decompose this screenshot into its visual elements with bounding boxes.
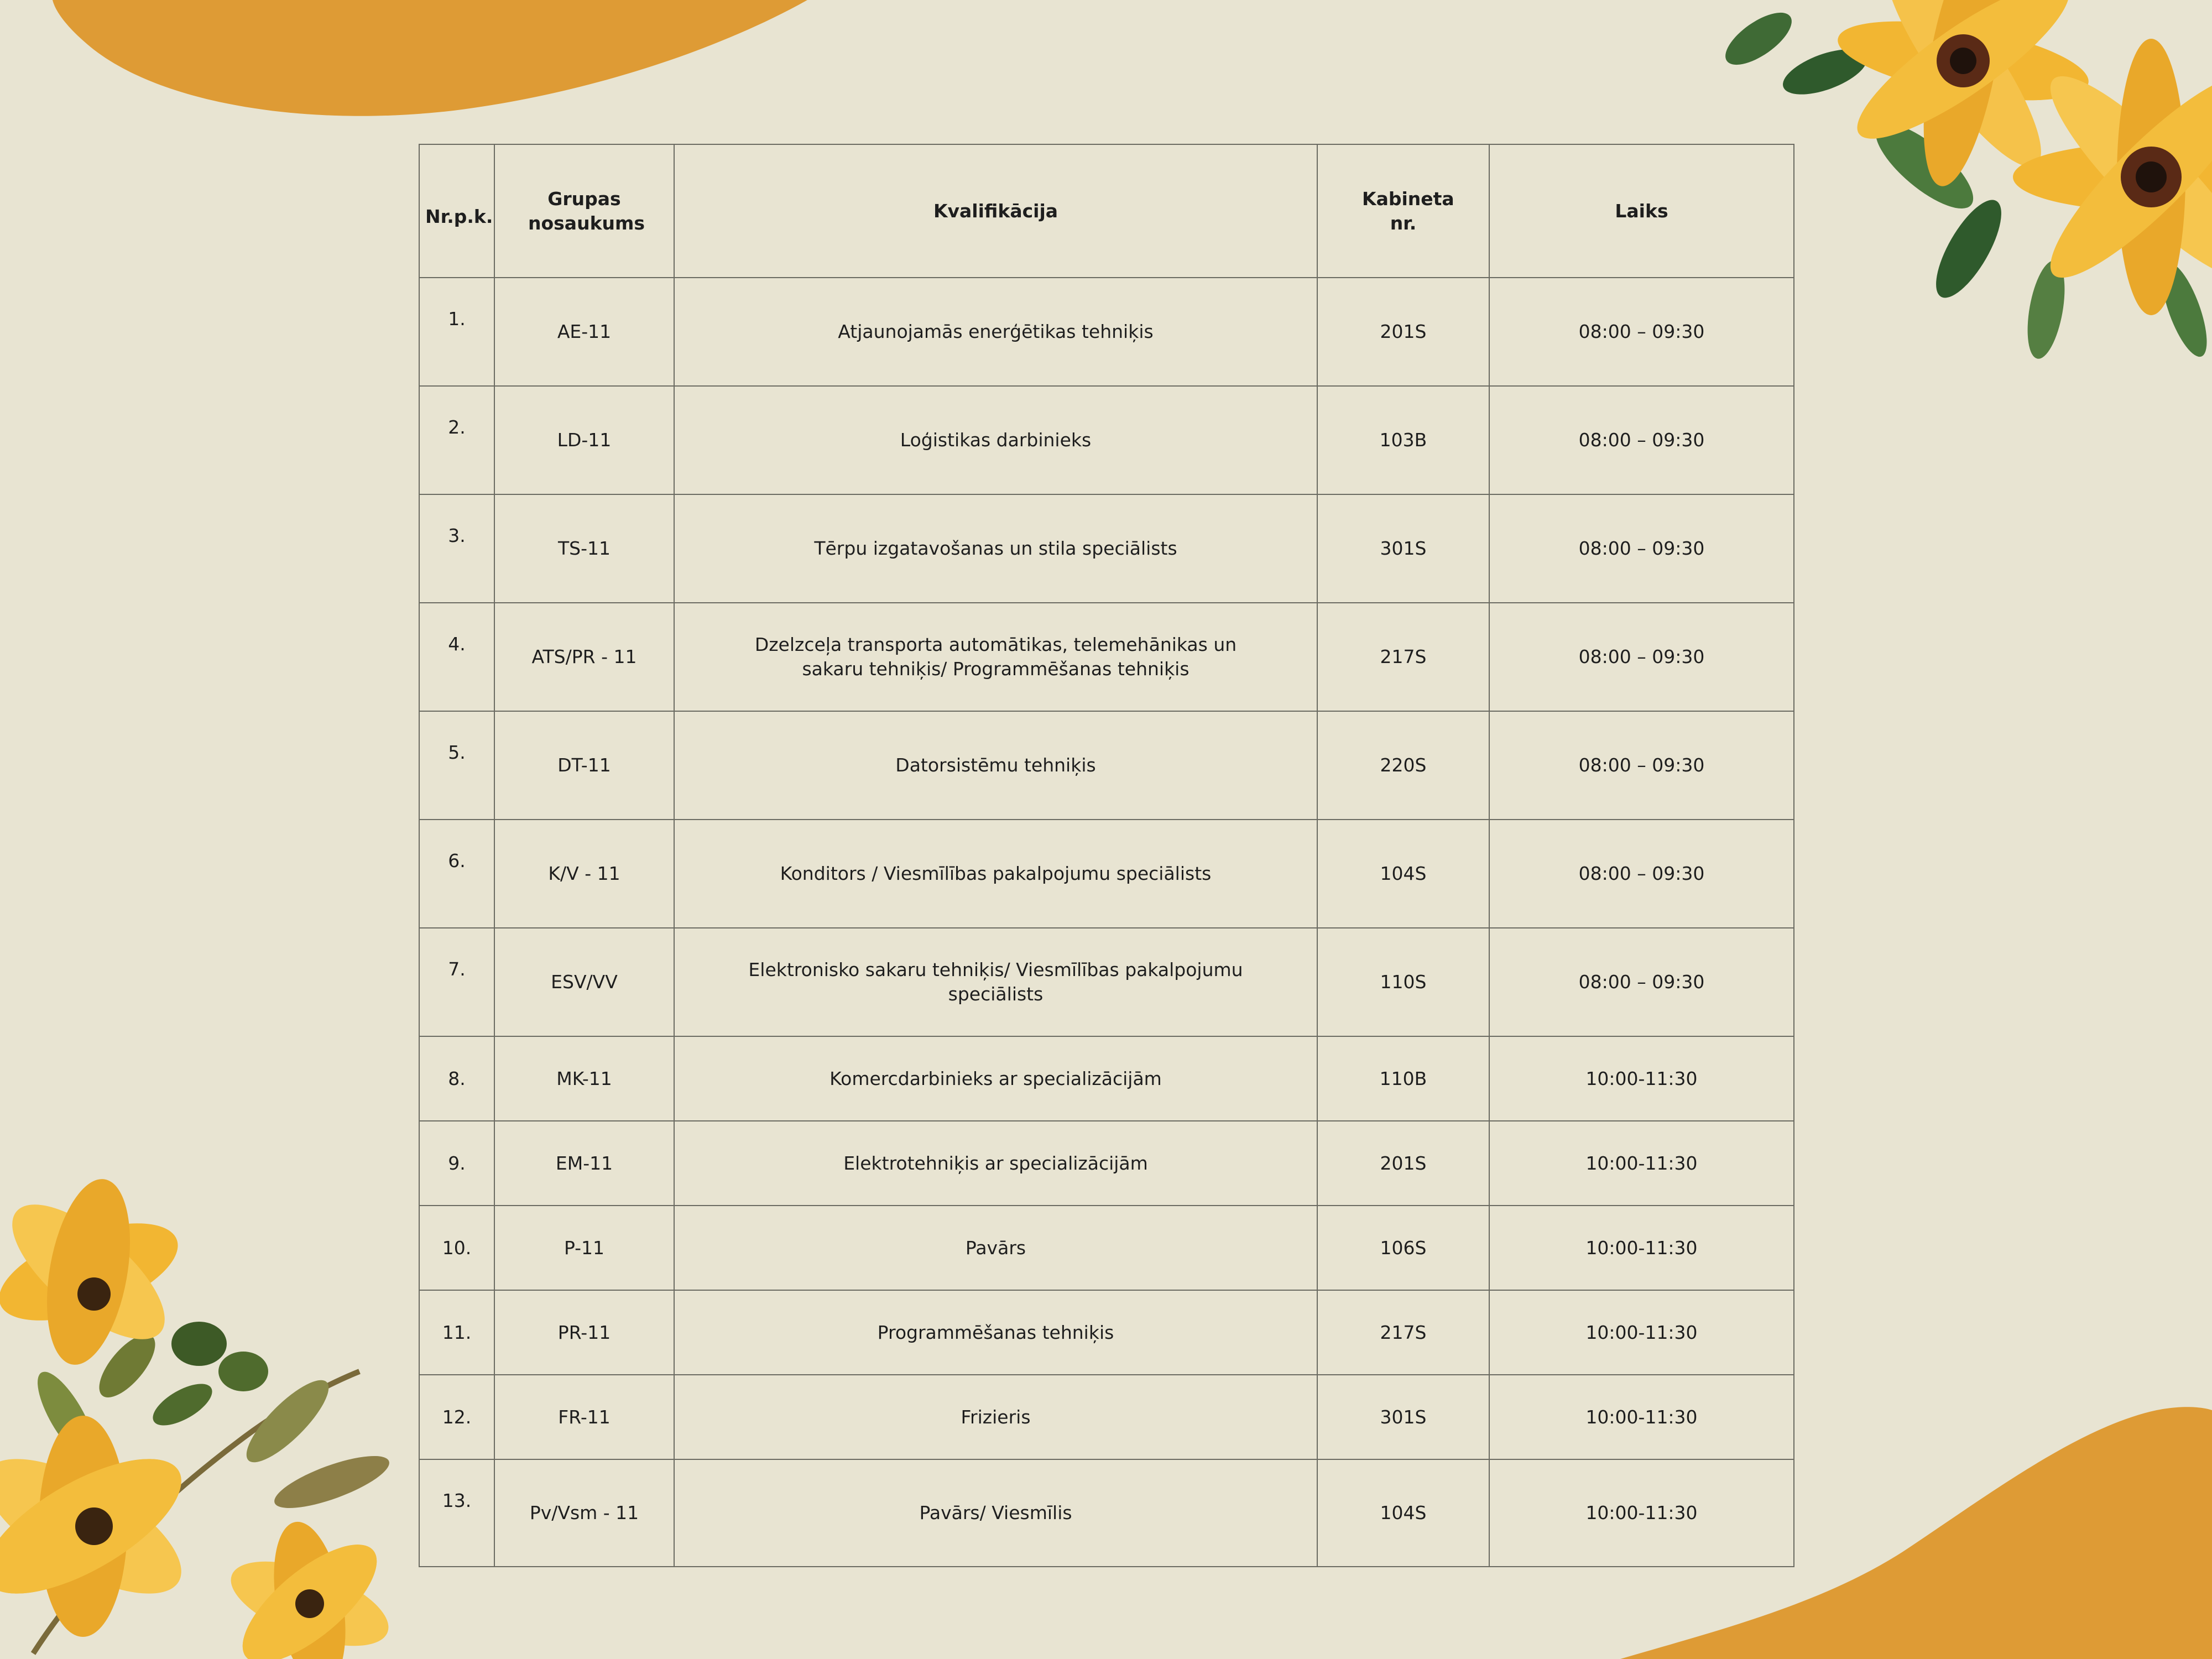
- group-name: PR-11: [494, 1290, 674, 1375]
- header-qualification: Kvalifikācija: [674, 144, 1317, 278]
- time-slot: 10:00-11:30: [1489, 1459, 1794, 1567]
- table-row: [419, 928, 1794, 1036]
- room-number: 217S: [1317, 1290, 1489, 1375]
- group-name: K/V - 11: [494, 820, 674, 928]
- room-number: 104S: [1317, 820, 1489, 928]
- room-number: 301S: [1317, 494, 1489, 603]
- qualification: Datorsistēmu tehniķis: [674, 711, 1317, 820]
- room-number: 201S: [1317, 1121, 1489, 1206]
- group-name: FR-11: [494, 1375, 674, 1459]
- qualification: Konditors / Viesmīlības pakalpojumu speciālists: [674, 820, 1317, 928]
- qualification: Pavārs: [674, 1206, 1317, 1290]
- group-name: ATS/PR - 11: [494, 603, 674, 711]
- group-name: LD-11: [494, 386, 674, 494]
- time-slot: 08:00 – 09:30: [1489, 711, 1794, 820]
- qualification: Elektronisko sakaru tehniķis/ Viesmīlības pakalpojumu speciālists: [674, 928, 1317, 1036]
- table-row: [419, 1459, 1794, 1567]
- row-number: 7.: [419, 928, 494, 1036]
- qualification: Elektrotehniķis ar specializācijām: [674, 1121, 1317, 1206]
- header-group: Grupas nosaukums: [494, 144, 674, 278]
- room-number: 201S: [1317, 278, 1489, 386]
- header-time: Laiks: [1489, 144, 1794, 278]
- room-number: 106S: [1317, 1206, 1489, 1290]
- row-number: 9.: [419, 1121, 494, 1206]
- header-room: Kabineta nr.: [1317, 144, 1489, 278]
- table-row: [419, 820, 1794, 928]
- table-row: [419, 386, 1794, 494]
- table-header-row: [419, 144, 1794, 278]
- time-slot: 08:00 – 09:30: [1489, 820, 1794, 928]
- group-name: EM-11: [494, 1121, 674, 1206]
- row-number: 11.: [419, 1290, 494, 1375]
- row-number: 2.: [419, 386, 494, 494]
- row-number: 6.: [419, 820, 494, 928]
- time-slot: 10:00-11:30: [1489, 1121, 1794, 1206]
- row-number: 12.: [419, 1375, 494, 1459]
- room-number: 220S: [1317, 711, 1489, 820]
- qualification: Tērpu izgatavošanas un stila speciālists: [674, 494, 1317, 603]
- group-name: AE-11: [494, 278, 674, 386]
- time-slot: 08:00 – 09:30: [1489, 386, 1794, 494]
- qualification: Pavārs/ Viesmīlis: [674, 1459, 1317, 1567]
- qualification: Atjaunojamās enerģētikas tehniķis: [674, 278, 1317, 386]
- table-row: [419, 603, 1794, 711]
- header-nr: Nr.p.k.: [419, 144, 494, 278]
- qualification: Frizieris: [674, 1375, 1317, 1459]
- table-row: [419, 1206, 1794, 1290]
- group-name: TS-11: [494, 494, 674, 603]
- orange-wave-top-left: [53, 0, 807, 116]
- qualification: Komercdarbinieks ar specializācijām: [674, 1036, 1317, 1121]
- time-slot: 10:00-11:30: [1489, 1290, 1794, 1375]
- table-row: [419, 1290, 1794, 1375]
- row-number: 5.: [419, 711, 494, 820]
- table-row: [419, 494, 1794, 603]
- row-number: 10.: [419, 1206, 494, 1290]
- row-number: 4.: [419, 603, 494, 711]
- time-slot: 08:00 – 09:30: [1489, 278, 1794, 386]
- flower-bouquet-bottom-left: [0, 1172, 399, 1659]
- row-number: 13.: [419, 1459, 494, 1567]
- time-slot: 10:00-11:30: [1489, 1375, 1794, 1459]
- time-slot: 08:00 – 09:30: [1489, 928, 1794, 1036]
- time-slot: 08:00 – 09:30: [1489, 494, 1794, 603]
- group-name: ESV/VV: [494, 928, 674, 1036]
- qualification: Programmēšanas tehniķis: [674, 1290, 1317, 1375]
- group-name: MK-11: [494, 1036, 674, 1121]
- qualification: Dzelzceļa transporta automātikas, telemehānikas un sakaru tehniķis/ Programmēšanas tehniķis: [674, 603, 1317, 711]
- group-name: P-11: [494, 1206, 674, 1290]
- room-number: 104S: [1317, 1459, 1489, 1567]
- group-name: DT-11: [494, 711, 674, 820]
- row-number: 1.: [419, 278, 494, 386]
- row-number: 8.: [419, 1036, 494, 1121]
- room-number: 103B: [1317, 386, 1489, 494]
- table-row: [419, 711, 1794, 820]
- time-slot: 08:00 – 09:30: [1489, 603, 1794, 711]
- room-number: 301S: [1317, 1375, 1489, 1459]
- schedule-table: [419, 144, 1794, 1567]
- qualification: Loģistikas darbinieks: [674, 386, 1317, 494]
- group-name: Pv/Vsm - 11: [494, 1459, 674, 1567]
- room-number: 110S: [1317, 928, 1489, 1036]
- time-slot: 10:00-11:30: [1489, 1036, 1794, 1121]
- row-number: 3.: [419, 494, 494, 603]
- room-number: 217S: [1317, 603, 1489, 711]
- table-row: [419, 1121, 1794, 1206]
- table-row: [419, 1036, 1794, 1121]
- room-number: 110B: [1317, 1036, 1489, 1121]
- table-row: [419, 278, 1794, 386]
- table-row: [419, 1375, 1794, 1459]
- time-slot: 10:00-11:30: [1489, 1206, 1794, 1290]
